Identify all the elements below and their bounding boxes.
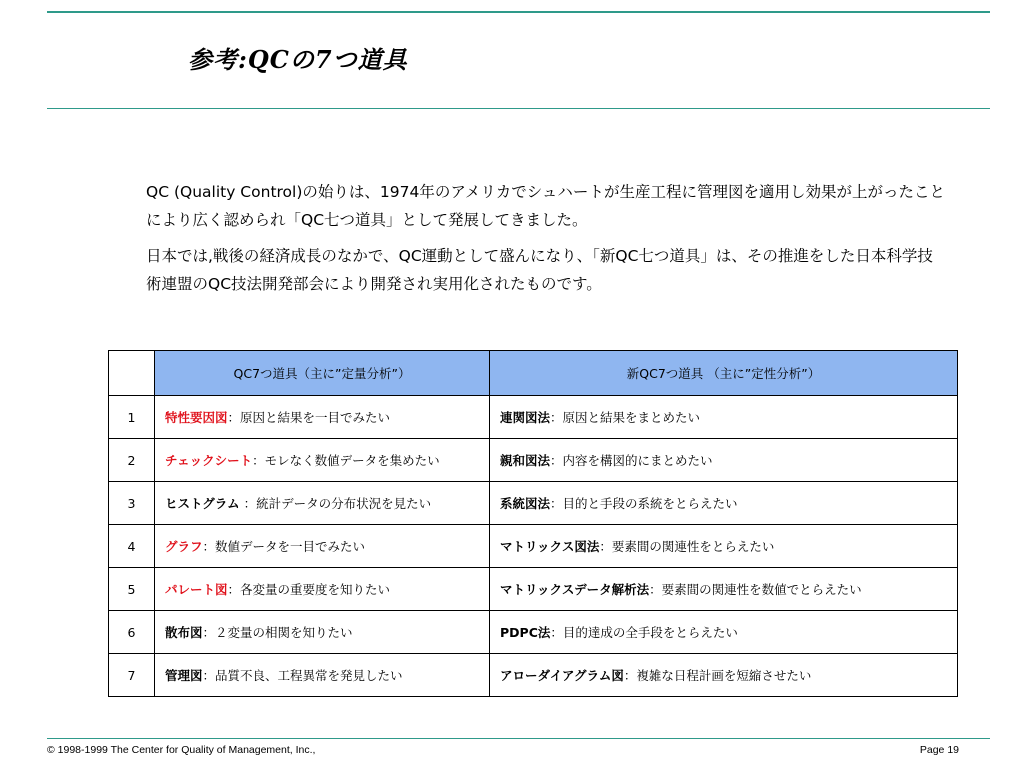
footer-rule bbox=[47, 738, 990, 739]
qc-tool-term: 散布図 bbox=[165, 625, 203, 640]
qc-tool-cell bbox=[155, 611, 490, 654]
row-number: 6 bbox=[109, 611, 155, 654]
row-number: 7 bbox=[109, 654, 155, 697]
qc-tool-cell bbox=[155, 654, 490, 697]
new-qc-tool-cell bbox=[490, 482, 958, 525]
qc-tool-description: ：数値データを一目でみたい bbox=[202, 539, 366, 554]
table-row bbox=[109, 482, 958, 525]
new-qc-tool-cell bbox=[490, 654, 958, 697]
qc-tool-term: 管理図 bbox=[165, 668, 203, 683]
new-qc-tool-cell bbox=[490, 439, 958, 482]
intro-paragraph-2: 日本では,戦後の経済成長のなかで、QC運動として盛んになり、「新QC七つ道具」は、その推進をした日本科学技術連盟のQC技法開発部会により開発され実用化されたものです。 bbox=[146, 247, 933, 293]
qc-tool-description: ：２変量の相関を知りたい bbox=[202, 625, 353, 640]
table-row bbox=[109, 654, 958, 697]
new-qc-tool-description: ：目的達成の全手段をとらえたい bbox=[550, 625, 738, 640]
row-number: 5 bbox=[109, 568, 155, 611]
new-qc-tool-description: ：目的と手段の系統をとらえたい bbox=[550, 496, 738, 511]
qc-tool-term: グラフ bbox=[165, 539, 203, 554]
qc-tool-term: パレート図 bbox=[165, 582, 228, 597]
row-number: 3 bbox=[109, 482, 155, 525]
qc-tool-term: チェックシート bbox=[165, 453, 253, 468]
new-qc-tool-term: PDPC法 bbox=[500, 625, 551, 640]
header-qc7-tools: QC7つ道具（主に”定量分析”） bbox=[155, 351, 490, 396]
qc-tool-description: ：モレなく数値データを集めたい bbox=[252, 453, 440, 468]
qc-tools-table bbox=[108, 350, 958, 697]
intro-paragraph-1: QC (Quality Control)の始りは、1974年のアメリカでシュハートが生産工程に管理図を適用し効果が上がったことにより広く認められ「QC七つ道具」として発展してきました。 bbox=[146, 183, 945, 229]
new-qc-tool-cell bbox=[490, 568, 958, 611]
top-rule bbox=[47, 11, 990, 13]
footer-copyright: © 1998-1999 The Center for Quality of Management, Inc., bbox=[47, 744, 316, 756]
intro-text bbox=[146, 178, 946, 306]
table-row bbox=[109, 439, 958, 482]
qc-tool-description: ：各変量の重要度を知りたい bbox=[227, 582, 391, 597]
new-qc-tool-description: ：内容を構図的にまとめたい bbox=[550, 453, 713, 468]
footer-page-number: Page 19 bbox=[919, 744, 959, 756]
new-qc-tool-description: ：複雑な日程計画を短縮させたい bbox=[623, 668, 812, 683]
new-qc-tool-description: ：原因と結果をまとめたい bbox=[550, 410, 701, 425]
qc-tool-term: ヒストグラム bbox=[165, 496, 240, 511]
qc-tool-cell bbox=[155, 525, 490, 568]
qc-tool-cell bbox=[155, 396, 490, 439]
row-number: 4 bbox=[109, 525, 155, 568]
table-header-row bbox=[109, 351, 958, 396]
new-qc-tool-term: マトリックス図法 bbox=[500, 539, 600, 554]
header-number-cell bbox=[109, 351, 155, 396]
new-qc-tool-term: 連関図法 bbox=[500, 410, 551, 425]
row-number: 1 bbox=[109, 396, 155, 439]
qc-tool-term: 特性要因図 bbox=[165, 410, 228, 425]
title-underline-rule bbox=[47, 108, 990, 109]
table-row bbox=[109, 611, 958, 654]
new-qc-tool-description: ：要素間の関連性を数値でとらえたい bbox=[649, 582, 862, 597]
row-number: 2 bbox=[109, 439, 155, 482]
new-qc-tool-cell bbox=[490, 525, 958, 568]
new-qc-tool-term: 系統図法 bbox=[500, 496, 551, 511]
header-new-qc7-tools: 新QC7つ道具 （主に”定性分析”） bbox=[490, 351, 958, 396]
slide-title: 参考:QCの7つ道具 bbox=[188, 45, 408, 74]
table-row bbox=[109, 396, 958, 439]
new-qc-tool-cell bbox=[490, 396, 958, 439]
qc-tool-description: ：品質不良、工程異常を発見したい bbox=[202, 668, 403, 683]
table-row bbox=[109, 568, 958, 611]
new-qc-tool-term: マトリックスデータ解析法 bbox=[500, 582, 650, 597]
qc-tool-cell bbox=[155, 568, 490, 611]
new-qc-tool-term: 親和図法 bbox=[500, 453, 551, 468]
qc-tool-description: ：統計データの分布状況を見たい bbox=[239, 496, 432, 511]
new-qc-tool-description: ：要素間の関連性をとらえたい bbox=[599, 539, 775, 554]
table-body bbox=[109, 396, 958, 697]
table-row bbox=[109, 525, 958, 568]
new-qc-tool-cell bbox=[490, 611, 958, 654]
qc-tool-description: ：原因と結果を一目でみたい bbox=[227, 410, 391, 425]
new-qc-tool-term: アローダイアグラム図 bbox=[500, 668, 624, 683]
qc-tool-cell bbox=[155, 439, 490, 482]
qc-tool-cell bbox=[155, 482, 490, 525]
